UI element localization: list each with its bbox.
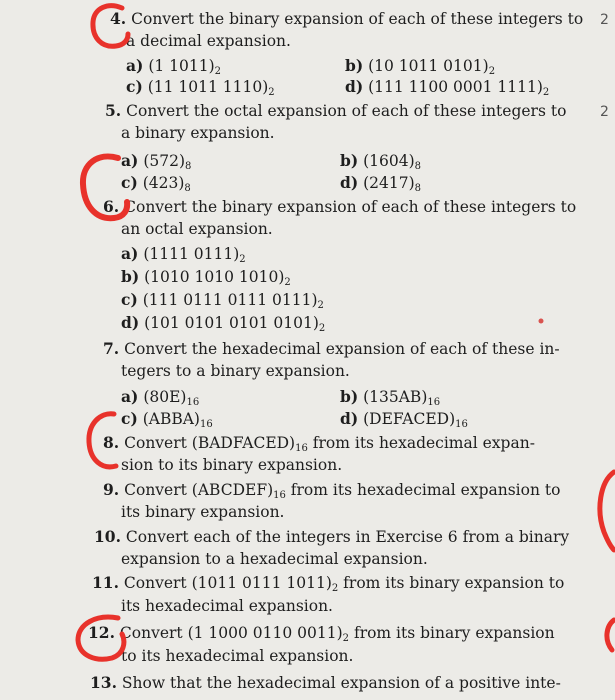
exercise-6-part-c: c) (111 0111 0111 $0111)_2$ <box>121 290 324 311</box>
exercise-12-line-1: 12. Convert (1 1000 0110 $0011)_2$ from its binary expansion <box>88 623 555 644</box>
ink-edge-mark <box>607 620 614 650</box>
exercise-8-line-2: sion to its binary expansion. <box>121 456 343 474</box>
exercise-10-line-1: 10. Convert each of the integers in Exercise 6 from a binary <box>94 527 570 546</box>
margin-mark: 2 <box>600 12 609 28</box>
exercise-5-part-c: c) $(423)_8$ <box>121 173 191 194</box>
exercise-4-part-d: d) (111 1100 0001 $1111)_2$ <box>345 77 550 98</box>
exercise-8-line-1: 8. Convert $(BADFACED)_{16}$ from its hexadecimal expan- <box>103 433 535 454</box>
ink-edge-mark <box>600 472 614 550</box>
exercise-13-line-1: 13. Show that the hexadecimal expansion of a positive inte- <box>90 673 561 692</box>
exercise-7-part-c: c) $(ABBA)_{16}$ <box>121 409 213 430</box>
exercise-7-line-1: 7. Convert the hexadecimal expansion of each of these in- <box>103 339 560 358</box>
exercise-9-line-2: its binary expansion. <box>121 503 285 521</box>
exercise-5-part-d: d) $(2417)_8$ <box>340 173 422 194</box>
exercise-6-part-d: d) (101 0101 0101 $0101)_2$ <box>121 313 326 334</box>
exercise-7-part-b: b) $(135AB)_{16}$ <box>340 387 441 408</box>
exercise-6-part-b: b) (1010 1010 $1010)_2$ <box>121 267 291 288</box>
exercise-4-part-b: b) (10 1011 $0101)_2$ <box>345 56 496 77</box>
exercise-9-line-1: 9. Convert $(ABCDEF)_{16}$ from its hexadecimal expansion to <box>103 480 561 501</box>
exercise-6-line-2: an octal expansion. <box>121 220 273 238</box>
margin-mark: 2 <box>600 104 609 120</box>
exercise-11-line-1: 11. Convert (1011 0111 $1011)_2$ from its binary expansion to <box>92 573 565 594</box>
exercise-6-part-a: a) (1111 $0111)_2$ <box>121 244 246 265</box>
exercise-7-part-d: d) $(DEFACED)_{16}$ <box>340 409 468 430</box>
exercise-4-part-a: a) (1 $1011)_2$ <box>126 56 222 77</box>
exercise-5-part-a: a) $(572)_8$ <box>121 151 192 172</box>
exercise-4-line-1: 4. Convert the binary expansion of each of these integers to <box>110 9 584 28</box>
exercise-7-line-2: tegers to a binary expansion. <box>121 362 350 380</box>
exercise-number: 4. <box>110 9 127 28</box>
exercise-6-line-1: 6. Convert the binary expansion of each of these integers to <box>103 197 577 216</box>
exercise-4-line-2: a decimal expansion. <box>126 32 291 50</box>
exercise-5-part-b: b) $(1604)_8$ <box>340 151 422 172</box>
exercise-12-line-2: to its hexadecimal expansion. <box>121 647 354 665</box>
exercise-4-part-c: c) (11 1011 $1110)_2$ <box>126 77 275 98</box>
ink-dot <box>539 319 544 324</box>
exercise-7-part-a: a) $(80E)_{16}$ <box>121 387 200 408</box>
exercise-10-line-2: expansion to a hexadecimal expansion. <box>121 550 428 568</box>
exercise-5-line-2: a binary expansion. <box>121 124 275 142</box>
exercise-11-line-2: its hexadecimal expansion. <box>121 597 333 615</box>
exercise-5-line-1: 5. Convert the octal expansion of each of these integers to <box>105 101 567 120</box>
